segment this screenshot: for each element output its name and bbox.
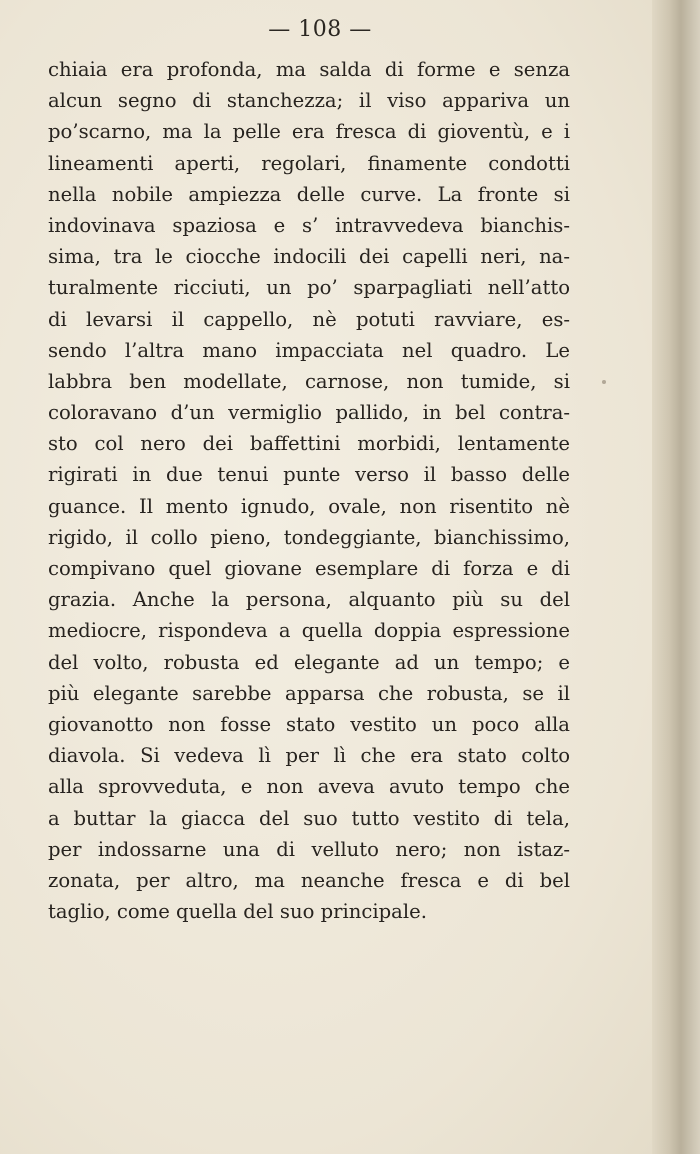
body-text: [48, 54, 570, 927]
text-line: chiaia era profonda, ma salda di forme e senza: [48, 58, 570, 81]
text-line: po’scarno, ma la pelle era fresca di gioventù, e i: [48, 120, 570, 144]
text-line: più elegante sarebbe apparsa che robusta, se il: [48, 681, 570, 705]
text-line: rigido, il collo pieno, tondeggiante, bianchissimo,: [48, 525, 570, 549]
text-line: indovinava spaziosa e s’ intravvedeva bianchis-: [48, 213, 570, 237]
text-line: taglio, come quella del suo principale.: [48, 900, 427, 924]
text-line: sima, tra le ciocche indocili dei capelli neri, na-: [48, 245, 570, 269]
text-line: guance. Il mento ignudo, ovale, non risentito nè: [48, 494, 570, 518]
text-line: lineamenti aperti, regolari, finamente condotti: [48, 151, 570, 175]
text-line: grazia. Anche la persona, alquanto più su del: [48, 588, 570, 612]
text-line: coloravano d’un vermiglio pallido, in bel contra-: [48, 401, 570, 425]
text-line: per indossarne una di velluto nero; non istaz-: [48, 837, 570, 861]
text-line: giovanotto non fosse stato vestito un poco alla: [48, 712, 570, 736]
text-line: rigirati in due tenui punte verso il basso delle: [48, 463, 570, 487]
text-line: labbra ben modellate, carnose, non tumide, si: [48, 369, 570, 393]
text-line: mediocre, rispondeva a quella doppia espressione: [48, 619, 570, 643]
text-line: del volto, robusta ed elegante ad un tempo; e: [48, 650, 570, 674]
text-line: a buttar la giacca del suo tutto vestito di tela,: [48, 806, 570, 830]
text-line: compivano quel giovane esemplare di forza e di: [48, 557, 570, 580]
text-line: nella nobile ampiezza delle curve. La fronte si: [48, 182, 570, 206]
text-line: alcun segno di stanchezza; il viso appariva un: [48, 89, 570, 113]
text-line: zonata, per altro, ma neanche fresca e di bel: [48, 868, 570, 892]
text-line: sto col nero dei baffettini morbidi, lentamente: [48, 432, 570, 456]
text-line: sendo l’altra mano impacciata nel quadro. Le: [48, 338, 570, 362]
text-line: alla sprovveduta, e non aveva avuto tempo che: [48, 775, 570, 799]
text-line: diavola. Si vedeva lì per lì che era stato colto: [48, 744, 570, 768]
binding-gutter: [652, 0, 700, 1154]
text-line: turalmente ricciuti, un po’ sparpagliati nell’atto: [48, 276, 570, 300]
page-number: — 108 —: [268, 17, 372, 42]
paper-speck: [602, 380, 606, 384]
text-line: di levarsi il cappello, nè potuti ravviare, es-: [48, 307, 570, 331]
